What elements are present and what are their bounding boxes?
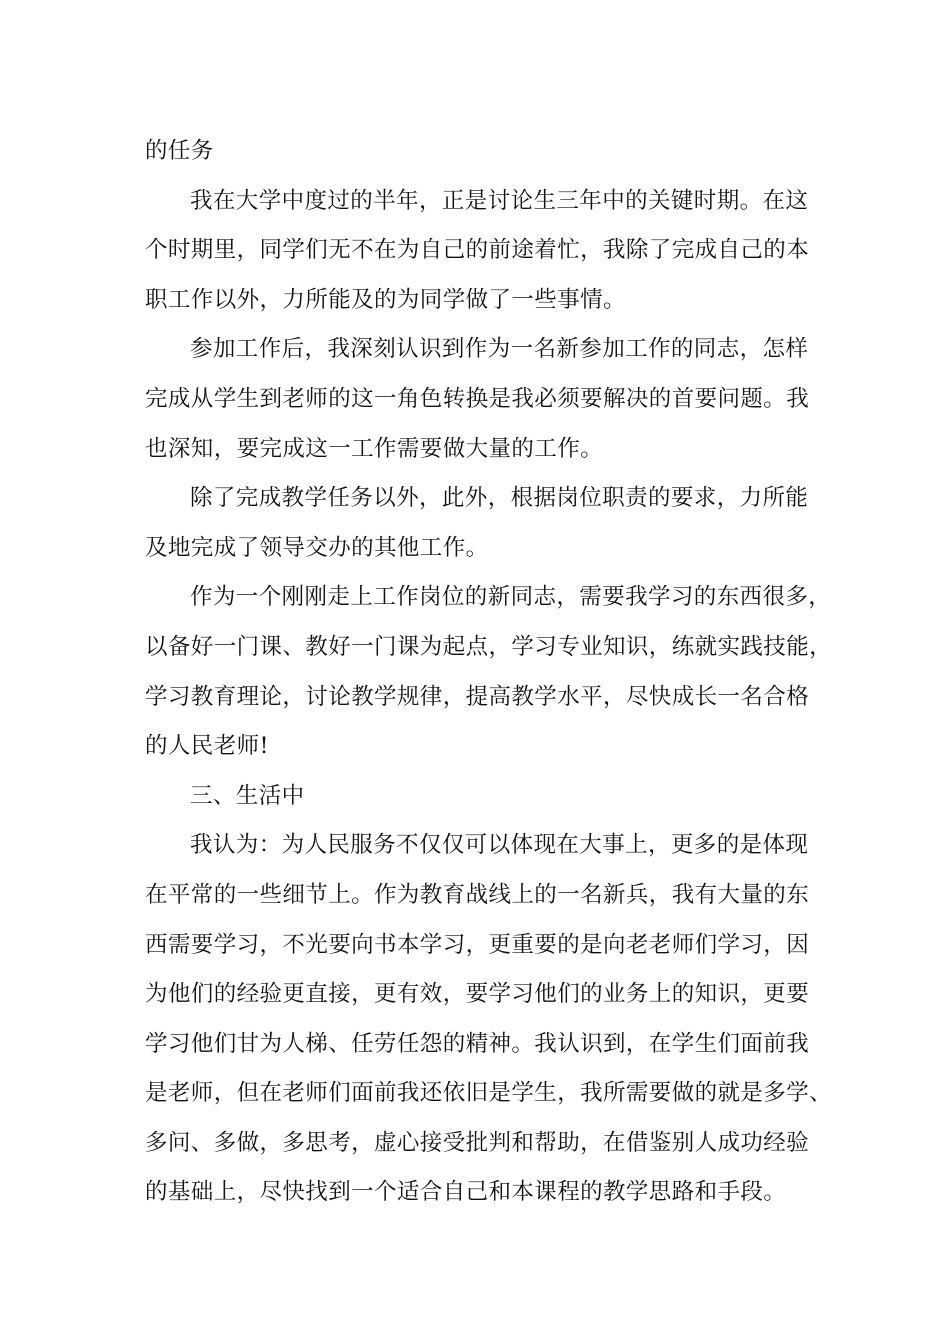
text-line: 为他们的经验更直接，更有效，要学习他们的业务上的知识，更要 [145,981,810,1008]
paragraph-start-line: 参加工作后，我深刻认识到作为一名新参加工作的同志，怎样 [190,336,809,363]
section-heading: 三、生活中 [190,782,305,809]
text-line: 学习他们甘为人梯、任劳任怨的精神。我认识到，在学生们面前我 [145,1030,810,1057]
text-line: 多问、多做，多思考，虚心接受批判和帮助，在借鉴别人成功经验 [145,1129,810,1156]
text-line: 完成从学生到老师的这一角色转换是我必须要解决的首要问题。我 [145,385,810,412]
paragraph-start-line: 除了完成教学任务以外，此外，根据岗位职责的要求，力所能 [190,485,809,512]
text-line: 学习教育理论，讨论教学规律，提高教学水平，尽快成长一名合格 [145,683,810,710]
text-line: 及地完成了领导交办的其他工作。 [145,534,489,561]
text-line: 个时期里，同学们无不在为自己的前途着忙，我除了完成自己的本 [145,237,810,264]
text-line: 的人民老师! [145,733,269,760]
text-line: 职工作以外，力所能及的为同学做了一些事情。 [145,286,626,313]
paragraph-start-line: 我认为：为人民服务不仅仅可以体现在大事上，更多的是体现 [190,832,809,859]
paragraph-start-line: 我在大学中度过的半年，正是讨论生三年中的关键时期。在这 [190,187,809,214]
text-line: 是老师，但在老师们面前我还依旧是学生，我所需要做的就是多学、 [145,1080,833,1107]
text-line: 西需要学习，不光要向书本学习，更重要的是向老老师们学习，因 [145,931,810,958]
text-line: 的基础上，尽快找到一个适合自己和本课程的教学思路和手段。 [145,1179,787,1206]
paragraph-start-line: 作为一个刚刚走上工作岗位的新同志，需要我学习的东西很多， [190,584,832,611]
text-line: 以备好一门课、教好一门课为起点，学习专业知识，练就实践技能， [145,633,833,660]
text-line: 的任务 [145,138,214,164]
text-line: 在平常的一些细节上。作为教育战线上的一名新兵，我有大量的东 [145,881,810,908]
text-line: 也深知，要完成这一工作需要做大量的工作。 [145,435,604,462]
document-body [145,127,835,1218]
